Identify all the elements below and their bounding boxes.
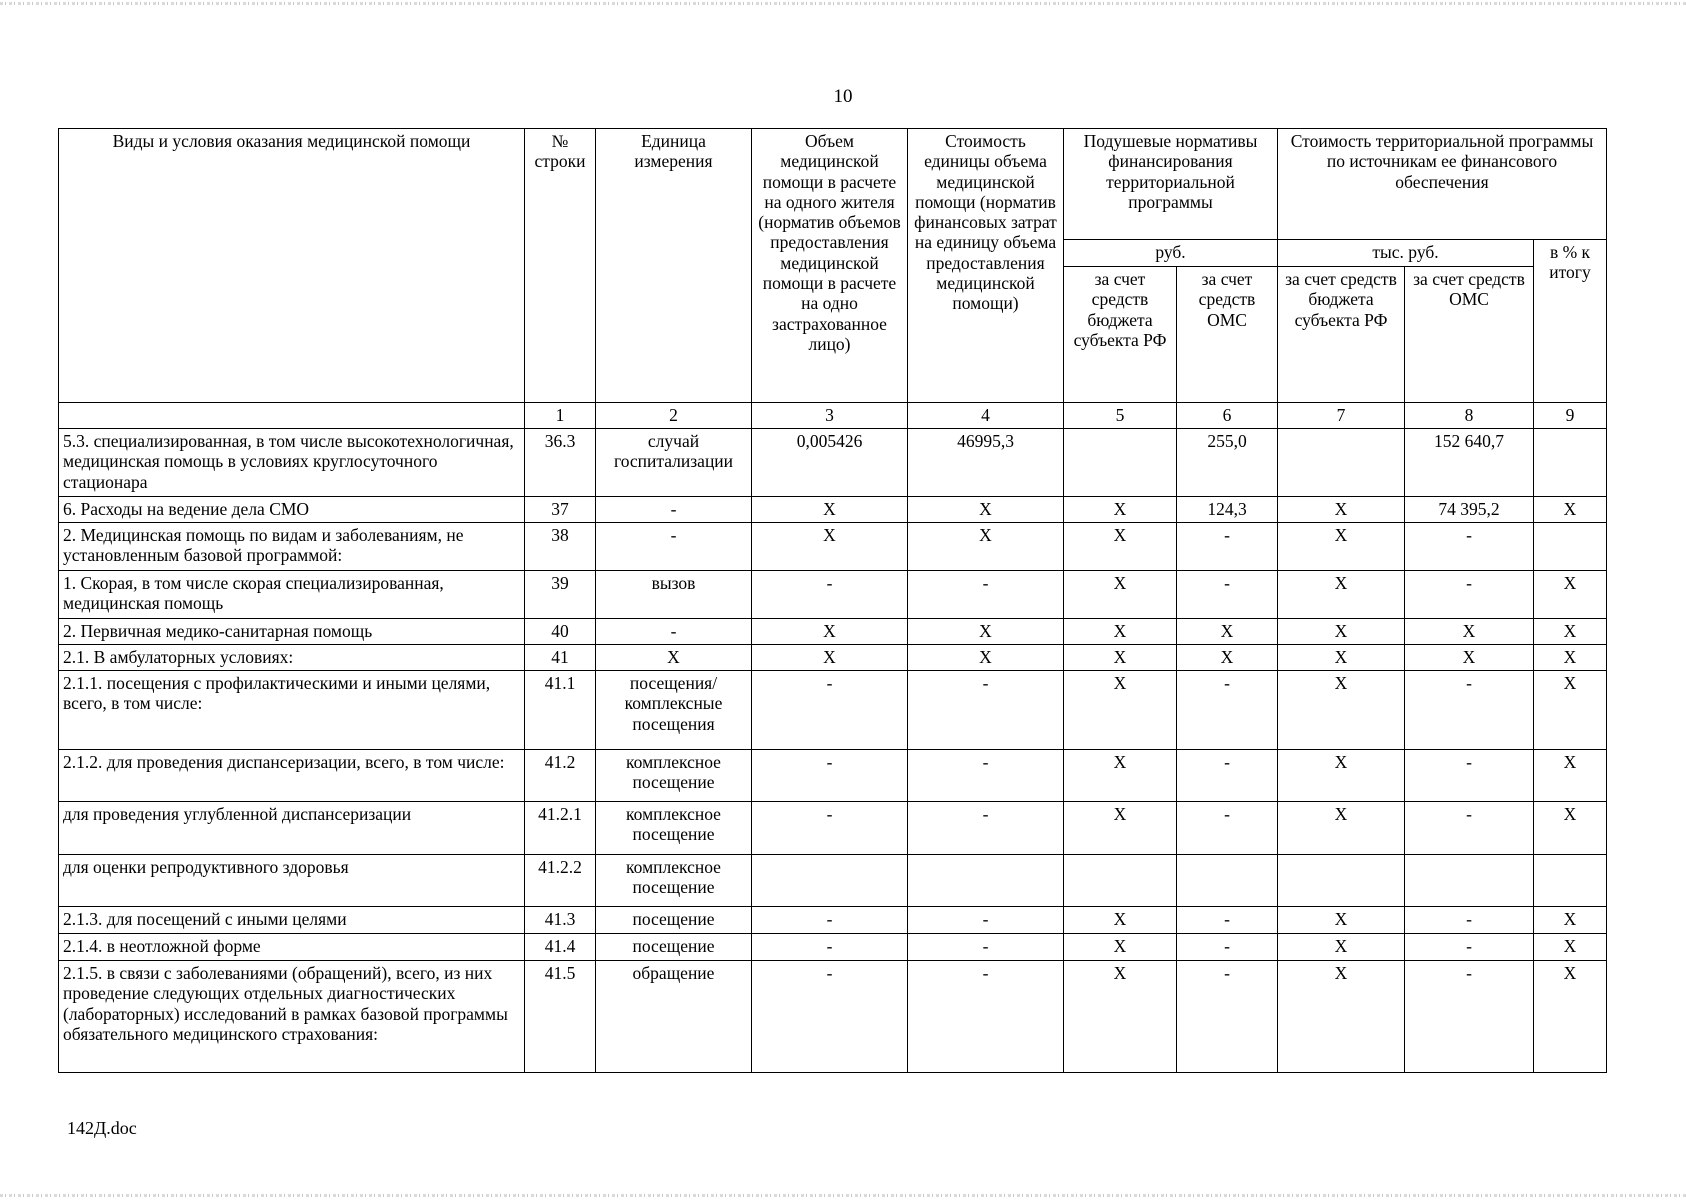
table-row [59, 934, 1607, 961]
cell-volume: - [752, 907, 908, 934]
cell-pct: X [1534, 619, 1607, 645]
cell-cost-oms: - [1405, 802, 1534, 855]
cell-per-capita-oms: X [1177, 619, 1278, 645]
page-number: 10 [833, 86, 853, 107]
cell-volume: - [752, 802, 908, 855]
cell-row-no: 39 [525, 571, 596, 619]
cell-pct: X [1534, 571, 1607, 619]
cell-type: 1. Скорая, в том числе скорая специализированная, медицинская помощь [59, 571, 525, 619]
cell-volume: X [752, 523, 908, 571]
cell-cost-budget: X [1278, 645, 1405, 671]
cell-type: 6. Расходы на ведение дела СМО [59, 497, 525, 523]
cell-per-capita-budget: X [1064, 961, 1177, 1073]
cell-unit: комплексное посещение [596, 750, 752, 802]
cell-pct [1534, 429, 1607, 497]
cell-row-no: 41.2.2 [525, 855, 596, 907]
header-cost-oms: за счет средств ОМС [1405, 267, 1534, 403]
cell-per-capita-budget: X [1064, 645, 1177, 671]
cell-pct: X [1534, 961, 1607, 1073]
header-unit: Единица измерения [596, 129, 752, 403]
cell-cost: X [908, 645, 1064, 671]
cell-per-capita-oms: X [1177, 645, 1278, 671]
cell-cost: - [908, 934, 1064, 961]
cell-per-capita-budget: X [1064, 802, 1177, 855]
cell-volume: X [752, 619, 908, 645]
cell-per-capita-oms: - [1177, 961, 1278, 1073]
cell-cost: - [908, 961, 1064, 1073]
cell-pct [1534, 523, 1607, 571]
cell-cost-oms: - [1405, 523, 1534, 571]
cell-per-capita-oms: - [1177, 571, 1278, 619]
cell-type: 2.1.5. в связи с заболеваниями (обращений), всего, из них проведение следующих отдельных диагностических (лабораторных) исследований в рамках базовой программы обязательного медицинского страхования: [59, 961, 525, 1073]
cell-per-capita-budget: X [1064, 671, 1177, 750]
header-per-capita: Подушевые нормативы финансирования территориальной программы [1064, 129, 1278, 240]
cell-pct: X [1534, 934, 1607, 961]
cell-per-capita-oms: - [1177, 934, 1278, 961]
col-number: 7 [1278, 403, 1405, 429]
table-row [59, 802, 1607, 855]
cell-cost-budget: X [1278, 961, 1405, 1073]
cell-unit: - [596, 619, 752, 645]
cell-per-capita-oms: - [1177, 750, 1278, 802]
cell-cost [908, 855, 1064, 907]
cell-pct: X [1534, 497, 1607, 523]
cell-per-capita-budget [1064, 855, 1177, 907]
cell-pct: X [1534, 671, 1607, 750]
cell-unit: посещение [596, 934, 752, 961]
header-types: Виды и условия оказания медицинской помощи [59, 129, 525, 403]
cell-per-capita-oms: - [1177, 523, 1278, 571]
cell-per-capita-budget: X [1064, 571, 1177, 619]
cell-per-capita-oms: - [1177, 802, 1278, 855]
cell-volume: X [752, 645, 908, 671]
header-row-no: № строки [525, 129, 596, 403]
cell-per-capita-oms: 255,0 [1177, 429, 1278, 497]
cell-row-no: 37 [525, 497, 596, 523]
table-row [59, 907, 1607, 934]
cell-cost-budget: X [1278, 802, 1405, 855]
cell-unit: посещение [596, 907, 752, 934]
cell-unit: случай госпитализации [596, 429, 752, 497]
cell-volume: - [752, 961, 908, 1073]
cell-row-no: 41.3 [525, 907, 596, 934]
cell-pct: X [1534, 645, 1607, 671]
cell-cost: 46995,3 [908, 429, 1064, 497]
header-program-cost: Стоимость территориальной программы по источникам ее финансового обеспечения [1278, 129, 1607, 240]
cell-cost-oms: X [1405, 619, 1534, 645]
cell-cost: X [908, 497, 1064, 523]
cell-per-capita-budget: X [1064, 750, 1177, 802]
scan-edge-bottom [0, 1194, 1686, 1197]
header-rub: руб. [1064, 240, 1278, 267]
col-number: 8 [1405, 403, 1534, 429]
cell-pct: X [1534, 750, 1607, 802]
cell-type: 2.1.4. в неотложной форме [59, 934, 525, 961]
cell-unit: комплексное посещение [596, 802, 752, 855]
cell-row-no: 41.1 [525, 671, 596, 750]
cell-cost-oms [1405, 855, 1534, 907]
table-row [59, 671, 1607, 750]
col-number: 5 [1064, 403, 1177, 429]
cell-type: 5.3. специализированная, в том числе высокотехнологичная, медицинская помощь в условиях круглосуточного стационара [59, 429, 525, 497]
cell-row-no: 41.2.1 [525, 802, 596, 855]
financing-table [58, 128, 1607, 1073]
cell-type: для оценки репродуктивного здоровья [59, 855, 525, 907]
cell-unit: X [596, 645, 752, 671]
cell-volume: 0,005426 [752, 429, 908, 497]
header-thous-rub: тыс. руб. [1278, 240, 1534, 267]
col-number: 3 [752, 403, 908, 429]
header-cost-budget: за счет средств бюджета субъекта РФ [1278, 267, 1405, 403]
cell-cost: - [908, 671, 1064, 750]
header-per-capita-oms: за счет средств ОМС [1177, 267, 1278, 403]
cell-volume: - [752, 571, 908, 619]
cell-cost-budget [1278, 855, 1405, 907]
cell-type: 2. Медицинская помощь по видам и заболеваниям, не установленным базовой программой: [59, 523, 525, 571]
cell-volume: X [752, 497, 908, 523]
cell-unit: комплексное посещение [596, 855, 752, 907]
cell-cost-budget: X [1278, 934, 1405, 961]
cell-cost-oms: - [1405, 934, 1534, 961]
table-row [59, 961, 1607, 1073]
cell-cost-oms: - [1405, 750, 1534, 802]
table-row [59, 645, 1607, 671]
cell-cost-budget: X [1278, 750, 1405, 802]
col-number [59, 403, 525, 429]
cell-cost-budget: X [1278, 497, 1405, 523]
cell-volume: - [752, 750, 908, 802]
cell-type: 2.1.3. для посещений с иными целями [59, 907, 525, 934]
cell-per-capita-oms: - [1177, 907, 1278, 934]
header-volume: Объем медицинской помощи в расчете на одного жителя (норматив объемов предоставления медицинской помощи в расчете на одно застрахованное лицо) [752, 129, 908, 403]
cell-pct: X [1534, 802, 1607, 855]
cell-cost-oms: - [1405, 907, 1534, 934]
cell-per-capita-oms [1177, 855, 1278, 907]
cell-cost: X [908, 523, 1064, 571]
cell-row-no: 41 [525, 645, 596, 671]
cell-volume [752, 855, 908, 907]
cell-per-capita-budget: X [1064, 497, 1177, 523]
cell-unit: посещения/ комплексные посещения [596, 671, 752, 750]
cell-per-capita-budget: X [1064, 907, 1177, 934]
col-number: 9 [1534, 403, 1607, 429]
cell-per-capita-budget: X [1064, 934, 1177, 961]
cell-cost-budget [1278, 429, 1405, 497]
cell-type: 2.1. В амбулаторных условиях: [59, 645, 525, 671]
cell-type: 2. Первичная медико-санитарная помощь [59, 619, 525, 645]
cell-cost-oms: 74 395,2 [1405, 497, 1534, 523]
cell-row-no: 40 [525, 619, 596, 645]
cell-unit: - [596, 497, 752, 523]
cell-row-no: 41.2 [525, 750, 596, 802]
cell-row-no: 38 [525, 523, 596, 571]
header-pct-total: в % к итогу [1534, 240, 1607, 403]
cell-type: 2.1.1. посещения с профилактическими и иными целями, всего, в том числе: [59, 671, 525, 750]
cell-type: 2.1.2. для проведения диспансеризации, всего, в том числе: [59, 750, 525, 802]
col-number: 1 [525, 403, 596, 429]
cell-cost-budget: X [1278, 571, 1405, 619]
table-row [59, 571, 1607, 619]
cell-per-capita-oms: - [1177, 671, 1278, 750]
cell-volume: - [752, 671, 908, 750]
col-number: 2 [596, 403, 752, 429]
cell-cost: - [908, 571, 1064, 619]
cell-cost: - [908, 750, 1064, 802]
cell-cost-oms: - [1405, 961, 1534, 1073]
col-number: 4 [908, 403, 1064, 429]
cell-row-no: 41.4 [525, 934, 596, 961]
cell-cost-budget: X [1278, 619, 1405, 645]
cell-unit: вызов [596, 571, 752, 619]
cell-pct: X [1534, 907, 1607, 934]
footer-doc-name: 142Д.doc [67, 1118, 137, 1138]
cell-cost-oms: - [1405, 571, 1534, 619]
table-row [59, 619, 1607, 645]
cell-cost: - [908, 907, 1064, 934]
cell-unit: обращение [596, 961, 752, 1073]
cell-cost-budget: X [1278, 523, 1405, 571]
cell-unit: - [596, 523, 752, 571]
table-row [59, 497, 1607, 523]
table-row [59, 855, 1607, 907]
scan-edge-top [0, 2, 1686, 5]
cell-cost-budget: X [1278, 671, 1405, 750]
cell-row-no: 36.3 [525, 429, 596, 497]
cell-per-capita-budget [1064, 429, 1177, 497]
cell-per-capita-budget: X [1064, 523, 1177, 571]
cell-cost-oms: - [1405, 671, 1534, 750]
header-per-capita-budget: за счет средств бюджета субъекта РФ [1064, 267, 1177, 403]
table-row [59, 429, 1607, 497]
cell-cost: - [908, 802, 1064, 855]
cell-per-capita-oms: 124,3 [1177, 497, 1278, 523]
cell-volume: - [752, 934, 908, 961]
table-row [59, 523, 1607, 571]
header-cost: Стоимость единицы объема медицинской помощи (норматив финансовых затрат на единицу объема предоставления медицинской помощи) [908, 129, 1064, 403]
cell-per-capita-budget: X [1064, 619, 1177, 645]
cell-cost-budget: X [1278, 907, 1405, 934]
cell-pct [1534, 855, 1607, 907]
cell-cost-oms: X [1405, 645, 1534, 671]
cell-row-no: 41.5 [525, 961, 596, 1073]
table-row [59, 750, 1607, 802]
cell-cost: X [908, 619, 1064, 645]
col-number: 6 [1177, 403, 1278, 429]
cell-type: для проведения углубленной диспансеризации [59, 802, 525, 855]
cell-cost-oms: 152 640,7 [1405, 429, 1534, 497]
